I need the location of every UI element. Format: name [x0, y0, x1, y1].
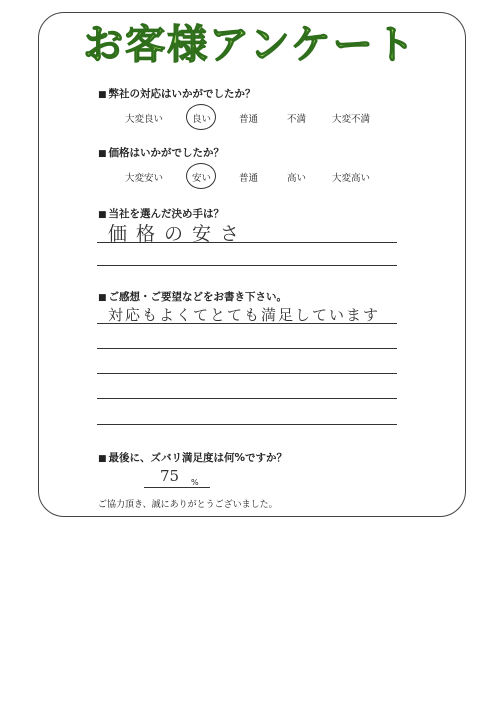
- satisfaction-value[interactable]: 75: [160, 467, 180, 485]
- answer-line: [97, 373, 397, 374]
- question-5-label: 最後に、ズバリ満足度は何%ですか？: [108, 452, 288, 464]
- answer-line: [97, 242, 397, 243]
- bullet-square-icon: ■: [98, 90, 107, 100]
- survey-title: お客様アンケート: [83, 22, 417, 68]
- question-3-label: 当社を選んだ決め手は？: [108, 208, 225, 220]
- q1-option-2[interactable]: 良い: [192, 111, 211, 125]
- q2-option-2[interactable]: 安い: [192, 170, 211, 184]
- q1-option-4[interactable]: 不満: [287, 114, 307, 125]
- question-2: [98, 145, 224, 160]
- answer-line: [97, 323, 397, 324]
- bullet-square-icon: ■: [98, 210, 107, 220]
- question-4-answer[interactable]: 対応もよくてとても満足しています: [108, 306, 381, 324]
- q2-option-4[interactable]: 高い: [287, 173, 307, 184]
- bullet-square-icon: ■: [98, 454, 107, 464]
- q2-option-5[interactable]: 大変高い: [332, 173, 371, 184]
- q1-option-3[interactable]: 普通: [239, 114, 259, 125]
- q1-option-1[interactable]: 大変良い: [125, 114, 164, 125]
- percent-unit: %: [191, 478, 199, 487]
- selection-circle-icon: [186, 163, 216, 189]
- satisfaction-line: [144, 487, 210, 488]
- selection-circle-icon: [186, 104, 216, 130]
- answer-line: [97, 398, 397, 399]
- thank-you-note: ご協力頂き、誠にありがとうございました。: [98, 500, 278, 510]
- bullet-square-icon: ■: [98, 293, 107, 303]
- question-2-label: 価格はいかがでしたか？: [108, 147, 225, 159]
- question-4-label: ご感想・ご要望などをお書き下さい。: [108, 291, 288, 303]
- answer-line: [97, 348, 397, 349]
- question-4: [98, 289, 287, 304]
- question-3-answer[interactable]: 価格の安さ: [108, 223, 249, 245]
- question-1-label: 弊社の対応はいかがでしたか？: [108, 88, 256, 100]
- q1-option-5[interactable]: 大変不満: [332, 114, 371, 125]
- answer-line: [97, 424, 397, 425]
- q2-option-1[interactable]: 大変安い: [125, 173, 164, 184]
- q2-option-3[interactable]: 普通: [239, 173, 259, 184]
- answer-line: [97, 265, 397, 266]
- bullet-square-icon: ■: [98, 149, 107, 159]
- question-5: [98, 450, 287, 465]
- question-1: [98, 86, 256, 101]
